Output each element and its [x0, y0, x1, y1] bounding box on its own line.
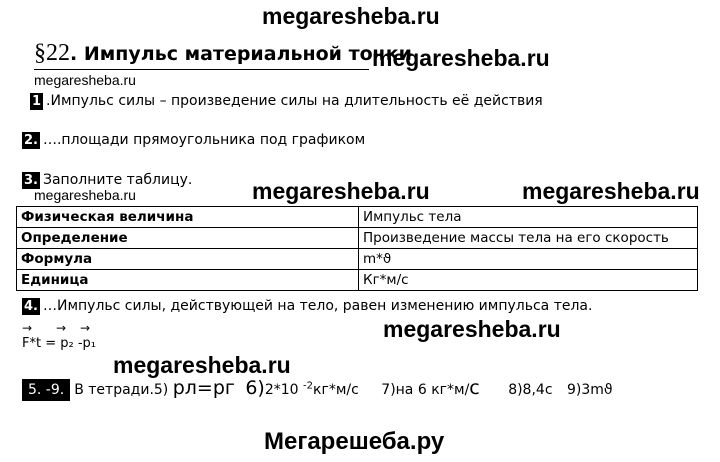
- item-2-text: ….площади прямоугольника под графиком: [42, 132, 366, 148]
- item-4-text: …Импульс силы, действующей на тело, равен изменению импульса тела.: [42, 298, 593, 314]
- item-3-number: 3.: [24, 173, 38, 188]
- item-2-number: 2.: [24, 133, 38, 148]
- item-4: [22, 298, 592, 315]
- watermark-title: megaresheba.ru: [372, 45, 550, 71]
- watermark-lower-right: megaresheba.ru: [383, 316, 561, 342]
- vector-arrow-p2: →: [56, 321, 67, 335]
- answer-7: 7)на 6 кг*м/: [381, 382, 470, 398]
- answer-5: pл=pг: [172, 377, 235, 399]
- watermark-mid-right: megaresheba.ru: [522, 178, 700, 204]
- answer-6-exponent: -2: [303, 380, 314, 392]
- answers-intro: В тетради.5): [74, 382, 169, 398]
- watermark-footer: Мегарешеба.ру: [264, 428, 445, 455]
- vector-arrow-f: →: [22, 321, 33, 335]
- answers-line: [22, 377, 613, 401]
- item-1-number: 1: [32, 94, 42, 109]
- quantity-table: [16, 206, 698, 291]
- section-title-text: . Импульс материальной точки: [70, 43, 412, 65]
- item-1-text: .Импульс силы – произведение силы на длительность её действия: [46, 93, 543, 109]
- watermark-lower-left: megaresheba.ru: [113, 352, 291, 378]
- table-cell-key: Единица: [17, 270, 359, 291]
- table-row: [17, 228, 698, 249]
- answer-6-number: 6): [245, 377, 265, 399]
- watermark-small-2: megaresheba.ru: [34, 187, 136, 203]
- item-1: [30, 93, 543, 110]
- answer-6-value: 2*10: [264, 382, 299, 398]
- answer-7-end: с: [469, 377, 480, 399]
- section-number: §22: [34, 40, 70, 66]
- watermark-mid-left: megaresheba.ru: [252, 178, 430, 204]
- title-underline: [34, 69, 369, 70]
- vector-arrow-p1: →: [80, 321, 91, 335]
- table-cell-key: Физическая величина: [17, 207, 359, 228]
- answer-9: 9)3mϑ: [566, 382, 613, 398]
- table-cell-value: Произведение массы тела на его скорость: [359, 228, 698, 249]
- momentum-formula: F*t = p₂ -p₁: [22, 336, 96, 351]
- table-row: [17, 249, 698, 270]
- table-row: [17, 207, 698, 228]
- table-row: [17, 270, 698, 291]
- watermark-small-1: megaresheba.ru: [34, 72, 136, 88]
- watermark-top: megaresheba.ru: [262, 3, 440, 29]
- table-cell-key: Определение: [17, 228, 359, 249]
- item-4-number: 4.: [24, 299, 38, 314]
- answers-number: 5. -9.: [22, 379, 70, 401]
- table-cell-key: Формула: [17, 249, 359, 270]
- answer-6-unit: кг*м/с: [313, 382, 359, 398]
- table-cell-value: Кг*м/с: [359, 270, 698, 291]
- table-cell-value: m*ϑ: [359, 249, 698, 270]
- table-cell-value: Импульс тела: [359, 207, 698, 228]
- answer-8: 8)8,4с: [508, 382, 553, 398]
- item-3-text: Заполните таблицу.: [42, 172, 193, 188]
- item-2: [22, 132, 365, 149]
- section-title: [34, 40, 412, 67]
